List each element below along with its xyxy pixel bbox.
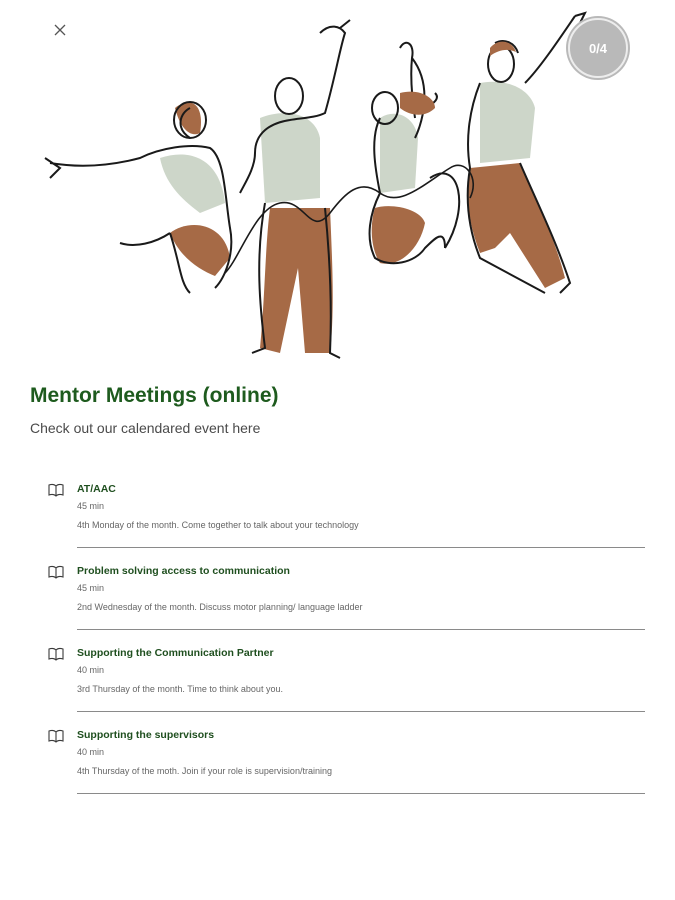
list-item[interactable] — [0, 560, 675, 642]
jumping-people-illustration — [40, 8, 600, 368]
item-description: 4th Monday of the month. Come together to talk about your technology — [77, 520, 359, 530]
book-icon — [48, 565, 64, 579]
item-duration: 40 min — [77, 747, 105, 757]
book-icon — [48, 729, 64, 743]
divider — [77, 547, 645, 548]
list-item[interactable] — [0, 642, 675, 724]
meeting-list — [0, 478, 675, 806]
progress-label: 0/4 — [588, 40, 608, 56]
item-duration: 45 min — [77, 583, 105, 593]
page-subtitle: Check out our calendared event here — [30, 420, 261, 436]
book-icon — [48, 483, 64, 497]
list-item[interactable] — [0, 478, 675, 560]
divider — [77, 793, 645, 794]
item-description: 4th Thursday of the moth. Join if your role is supervision/training — [77, 766, 332, 776]
item-duration: 40 min — [77, 665, 105, 675]
item-title: Supporting the Communication Partner — [77, 647, 274, 659]
divider — [77, 629, 645, 630]
item-title: AT/AAC — [77, 483, 116, 495]
list-item[interactable] — [0, 724, 675, 806]
item-description: 2nd Wednesday of the month. Discuss motor planning/ language ladder — [77, 602, 363, 612]
progress-indicator — [566, 16, 630, 80]
item-duration: 45 min — [77, 501, 105, 511]
book-icon — [48, 647, 64, 661]
item-title: Supporting the supervisors — [77, 729, 215, 741]
hero-illustration — [40, 8, 600, 368]
divider — [77, 711, 645, 712]
item-title: Problem solving access to communication — [77, 565, 290, 577]
page-title: Mentor Meetings (online) — [30, 384, 279, 407]
item-description: 3rd Thursday of the month. Time to think about you. — [77, 684, 283, 694]
